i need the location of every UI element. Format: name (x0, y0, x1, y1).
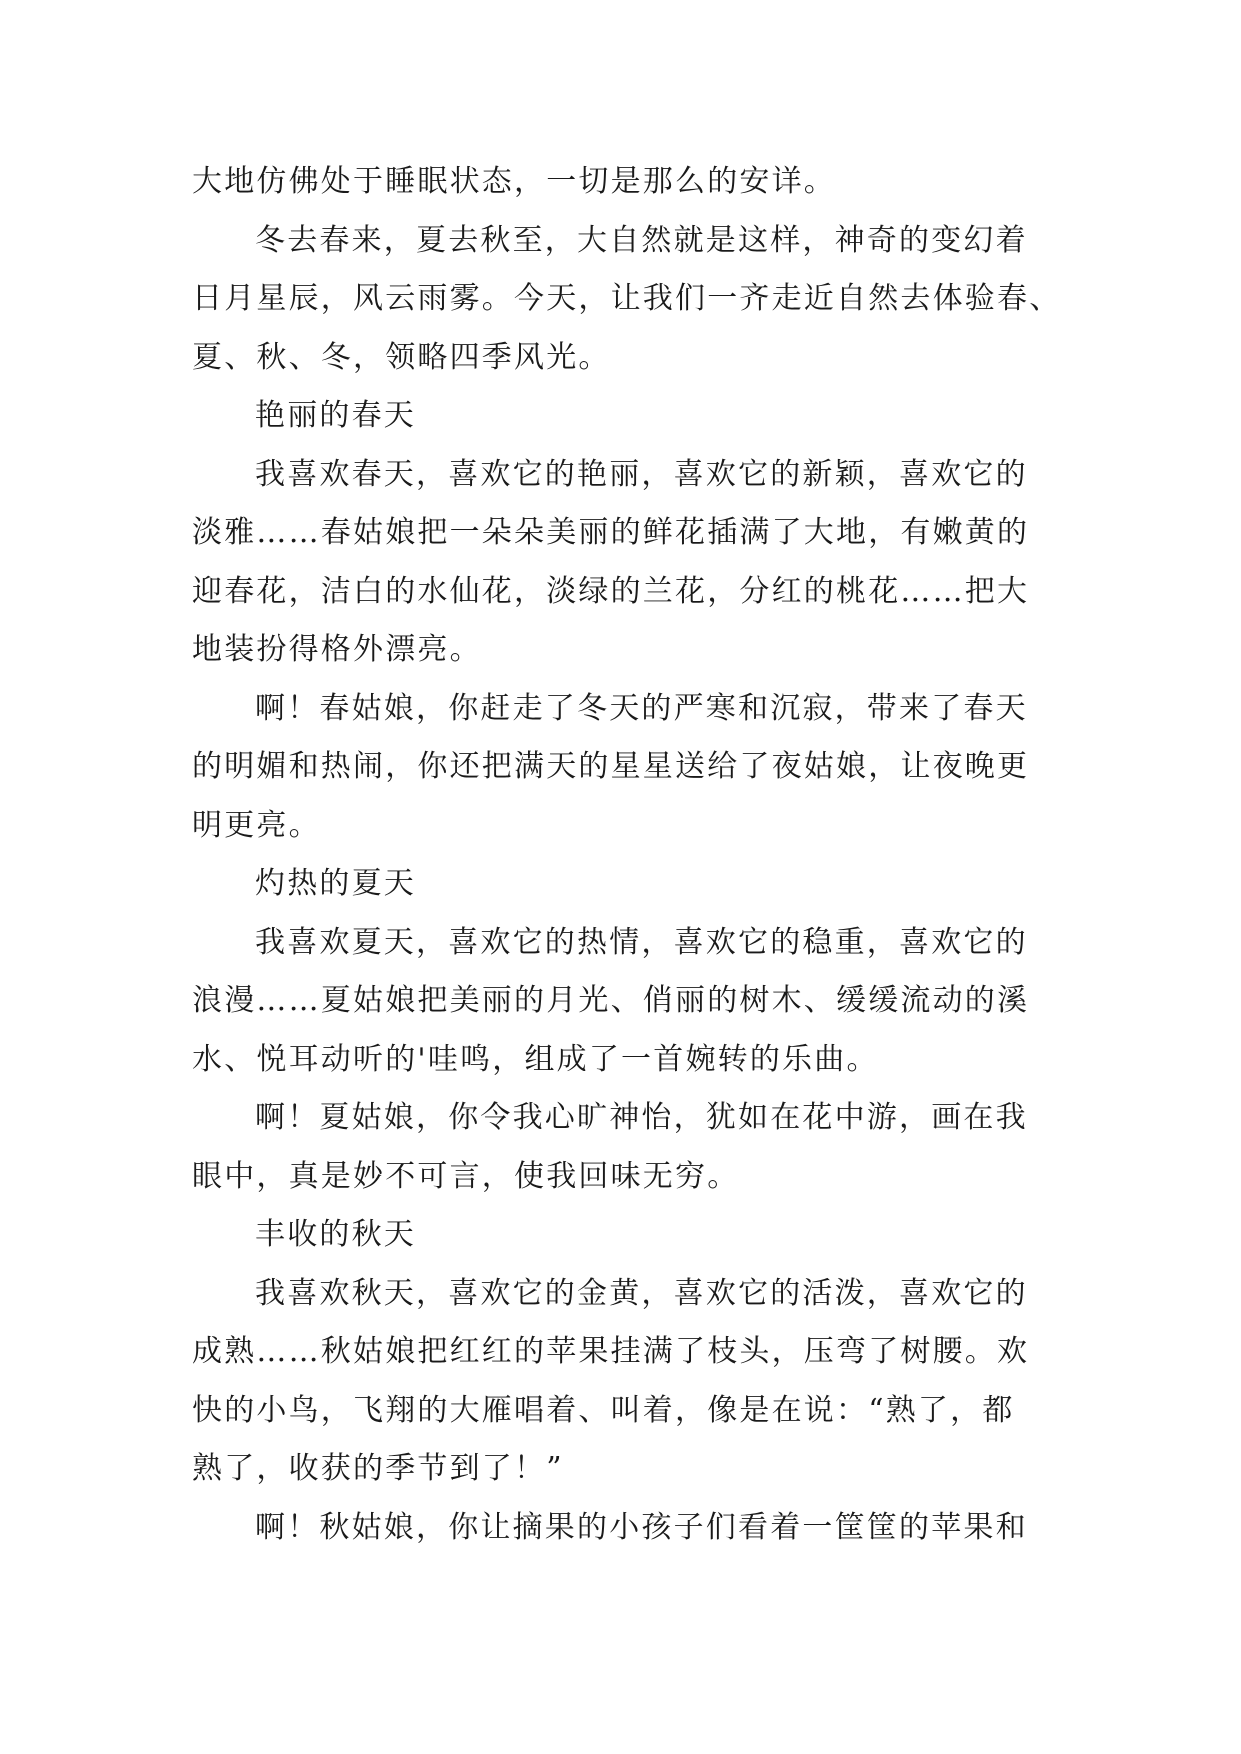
text-line: 我喜欢春天，喜欢它的艳丽，喜欢它的新颖，喜欢它的 (255, 456, 1028, 492)
text-line: 成熟……秋姑娘把红红的苹果挂满了枝头，压弯了树腰。欢 (192, 1334, 1030, 1369)
text-line: 浪漫……夏姑娘把美丽的月光、俏丽的树木、缓缓流动的溪 (192, 983, 1030, 1018)
text-line: 夏、秋、冬，领略四季风光。 (192, 339, 611, 375)
text-line: 大地仿佛处于睡眠状态，一切是那么的安详。 (192, 164, 836, 199)
text-line: 我喜欢秋天，喜欢它的金黄，喜欢它的活泼，喜欢它的 (255, 1275, 1028, 1311)
text-line: 冬去春来，夏去秋至，大自然就是这样，神奇的变幻着 (255, 222, 1028, 258)
text-line: 迎春花，洁白的水仙花，淡绿的兰花，分红的桃花……把大 (192, 573, 1030, 609)
text-line: 明更亮。 (192, 807, 321, 843)
section-heading-autumn: 丰收的秋天 (255, 1217, 416, 1252)
text-line: 啊！春姑娘，你赶走了冬天的严寒和沉寂，带来了春天 (255, 690, 1028, 726)
text-line: 啊！秋姑娘，你让摘果的小孩子们看着一筐筐的苹果和 (255, 1509, 1028, 1545)
text-line: 啊！夏姑娘，你令我心旷神怡，犹如在花中游，画在我 (255, 1100, 1028, 1135)
text-line: 快的小鸟，飞翔的大雁唱着、叫着，像是在说：“熟了，都 (192, 1392, 1015, 1428)
text-line: 熟了，收获的季节到了！” (192, 1451, 564, 1486)
section-heading-spring: 艳丽的春天 (255, 398, 416, 433)
document-body (192, 153, 1062, 1557)
text-line: 的明媚和热闹，你还把满天的星星送给了夜姑娘，让夜晚更 (192, 749, 1030, 784)
text-line: 我喜欢夏天，喜欢它的热情，喜欢它的稳重，喜欢它的 (255, 924, 1028, 960)
text-line: 日月星辰，风云雨雾。今天，让我们一齐走近自然去体验春、 (192, 281, 1062, 316)
text-line: 淡雅……春姑娘把一朵朵美丽的鲜花插满了大地，有嫩黄的 (192, 515, 1030, 550)
section-heading-summer: 灼热的夏天 (255, 866, 416, 901)
text-line: 水、悦耳动听的'哇鸣，组成了一首婉转的乐曲。 (192, 1041, 879, 1077)
text-line: 眼中，真是妙不可言，使我回味无穷。 (192, 1158, 740, 1194)
text-line: 地装扮得格外漂亮。 (192, 632, 482, 667)
